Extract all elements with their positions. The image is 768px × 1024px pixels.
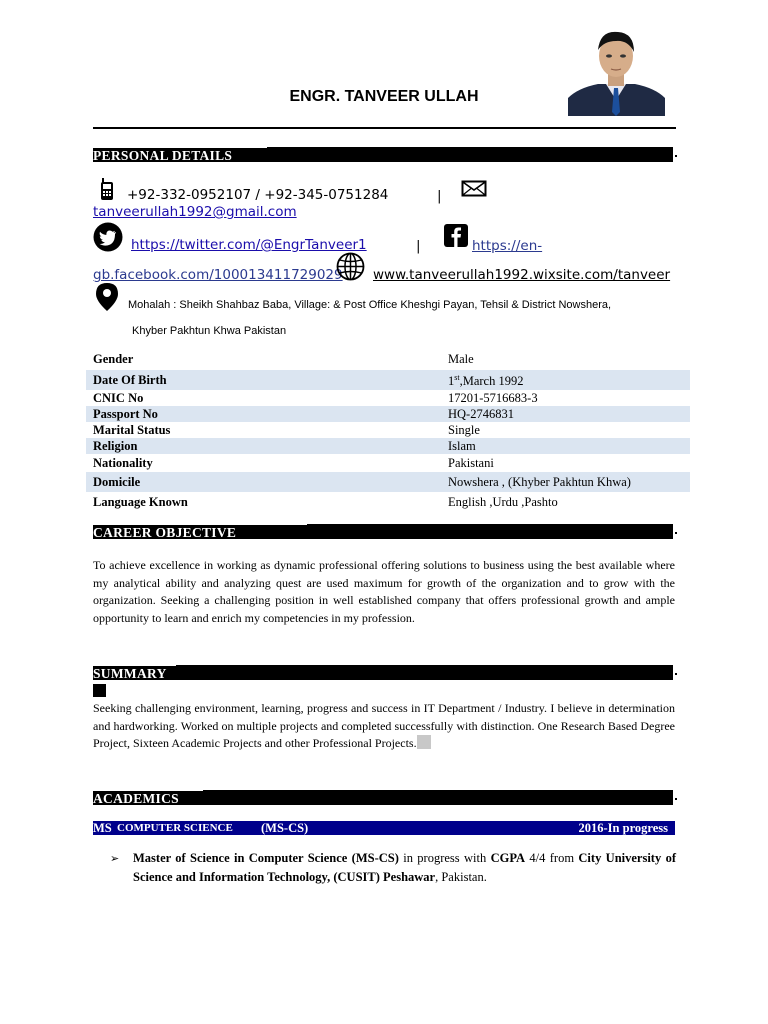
degree-name: Master of Science in Computer Science (MS-CS) [133,851,399,865]
detail-value: Pakistani [448,456,494,470]
detail-label: Passport No [86,406,441,422]
detail-label: Date Of Birth [86,370,441,390]
detail-value: Single [448,423,480,437]
detail-label: Domicile [86,472,441,492]
ms-prefix: MS [93,821,112,835]
ms-degree-bar [93,821,675,835]
phone-numbers: +92-332-0952107 / +92-345-0751284 [127,187,389,203]
detail-value: HQ-2746831 [441,406,690,422]
table-row [86,454,690,472]
facebook-link-part2[interactable]: gb.facebook.com/100013411729029 [93,267,343,283]
section-title-academics: ACADEMICS [93,790,203,805]
ms-abbr: (MS-CS) [261,821,309,835]
detail-label: Nationality [93,456,153,470]
globe-icon [336,252,365,286]
bullet-marker: ➢ [110,852,120,865]
profile-photo [568,28,665,116]
email-link[interactable]: tanveerullah1992@gmail.com [93,204,297,220]
detail-label: Marital Status [93,423,171,437]
ms-year: 2016-In progress [578,821,668,835]
table-row [86,472,690,492]
twitter-link[interactable]: https://twitter.com/@EngrTanveer1 [131,237,367,253]
academics-bullet [110,849,676,887]
twitter-icon [93,222,123,257]
detail-value: 17201-5716683-3 [448,391,538,405]
dob-day: 1 [448,374,455,389]
detail-value: Nowshera , (Khyber Pakhtun Khwa) [441,472,690,492]
table-row [86,438,690,454]
summary-text [93,700,675,753]
facebook-icon [444,224,468,252]
summary-marker [93,684,106,697]
section-title-summary: SUMMARY [93,665,176,680]
dob-suffix: st [454,373,460,383]
cgpa-label: CGPA [490,851,526,865]
table-row [86,370,690,390]
bullet-text [133,849,676,887]
website-link[interactable]: www.tanveerullah1992.wixsite.com/tanveer [373,267,671,283]
detail-value: Islam [441,438,690,454]
facebook-link-part1[interactable]: https://en- [472,238,543,254]
bullet-text-part: 4/4 from [525,851,579,865]
detail-label: Language Known [93,495,188,509]
map-pin-icon [96,283,118,316]
address-line-1: Mohalah : Sheikh Shahbaz Baba, Village: & Post Office Kheshgi Payan, Tehsil & District Nowshera, [128,299,612,311]
bullet-text-part: in progress with [398,851,491,865]
phone-icon [100,178,114,205]
table-row [86,390,690,406]
bullet-text-part: , Pakistan. [435,870,487,884]
table-row [86,492,690,512]
section-title-personal: PERSONAL DETAILS [93,147,267,162]
dob-rest: ,March 1992 [459,374,524,389]
career-objective-text: To achieve excellence in working as dynamic professional offering solutions to business using the best available where my analytical ability and analyzing quest are used maximum for growth of the organization and to grow with the organization. Seeking a challenging position in well established company that offers professional growth and ample opportunity to learn and enrich my competencies in my profession. [93,558,675,625]
section-bar-personal [93,147,673,162]
contact-separator: | [437,188,442,204]
summary-end-marker [417,735,431,749]
summary-body: Seeking challenging environment, learning, progress and success in IT Department / Industry. I believe in determination and hardworking. Worked on multiple projects and completed successfully with distinction. One Research Based Degree Project, Sixteen Academic Projects and other Professional Projects. [93,701,675,751]
resume-name: ENGR. TANVEER ULLAH [289,88,479,105]
detail-value [441,370,690,390]
section-bar-career [93,524,673,539]
detail-value: English ,Urdu ,Pashto [448,495,558,509]
address-line-2: Khyber Pakhtun Khwa Pakistan [132,325,287,337]
detail-value: Male [448,352,474,366]
table-row [86,348,690,370]
envelope-icon [461,180,487,202]
section-title-career: CAREER OBJECTIVE [93,524,307,539]
section-bar-summary [93,665,673,680]
header-divider [93,127,676,129]
ms-field: COMPUTER SCIENCE [117,822,233,834]
detail-label: Gender [93,352,134,366]
detail-label: Religion [86,438,441,454]
contact-separator-2: | [416,238,421,254]
university-name: City University of Science and Information Technology, (CUSIT) Peshawar [133,851,676,884]
table-row [86,406,690,422]
section-bar-academics [93,790,673,805]
personal-details-table [86,348,690,512]
detail-label: CNIC No [93,391,144,405]
table-row [86,422,690,438]
